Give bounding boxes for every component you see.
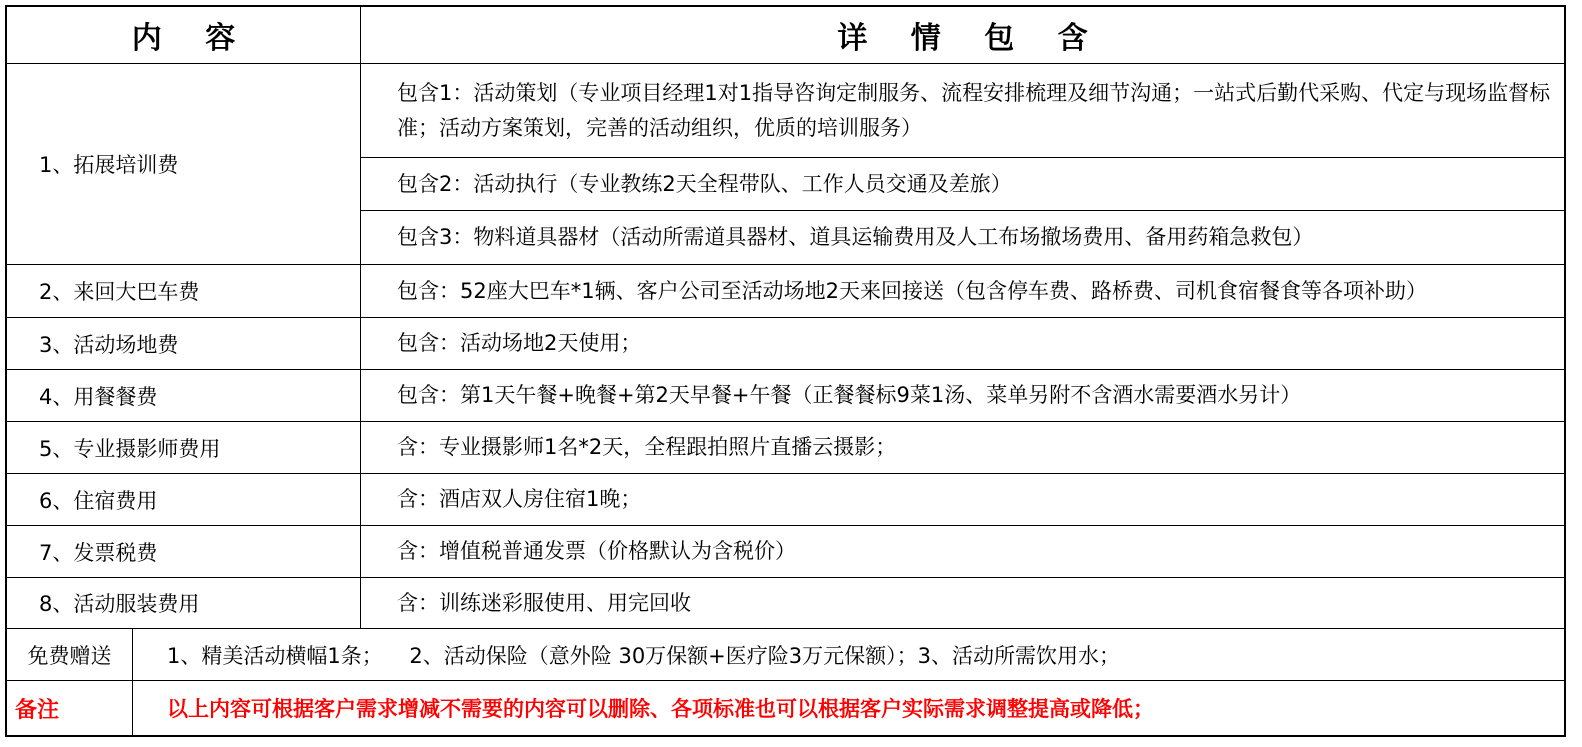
note-text: 以上内容可根据客户需求增减不需要的内容可以删除、各项标准也可以根据客户实际需求调整提高或降低； [167, 697, 1154, 721]
row-detail-7: 含：增值税普通发票（价格默认为含税价） [397, 539, 796, 563]
grid-line [361, 210, 1564, 211]
free-gift-label: 免费赠送 [27, 643, 112, 668]
grid-line [7, 628, 1564, 629]
grid-line [7, 577, 1564, 578]
row-label-4: 4、用餐餐费 [39, 384, 158, 409]
grid-line [7, 525, 1564, 526]
free-gift-text: 1、精美活动横幅1条； 2、活动保险（意外险 30万保额+医疗险3万元保额）；3、活动所需饮用水； [167, 643, 1120, 668]
row-detail-5: 含：专业摄影师1名*2天，全程跟拍照片直播云摄影； [397, 435, 897, 459]
row-detail-2: 包含：52座大巴车*1辆、客户公司至活动场地2天来回接送（包含停车费、路桥费、司机食宿餐食等各项补助） [397, 278, 1427, 303]
grid-line [7, 317, 1564, 318]
row-label-5: 5、专业摄影师费用 [39, 436, 221, 461]
row-detail-6: 含：酒店双人房住宿1晚； [397, 487, 642, 511]
row-label-7: 7、发票税费 [39, 540, 158, 565]
row-label-8: 8、活动服装费用 [39, 592, 200, 616]
grid-line [361, 157, 1564, 158]
grid-line [7, 680, 1564, 681]
package-table [5, 5, 1566, 737]
grid-line [7, 63, 1564, 64]
row-detail-8: 含：训练迷彩服使用、用完回收 [397, 590, 691, 615]
row-label-2: 2、来回大巴车费 [39, 280, 200, 304]
row-label-6: 6、住宿费用 [39, 488, 158, 513]
row-detail-1-1: 包含1：活动策划（专业项目经理1对1指导咨询定制服务、流程安排梳理及细节沟通；一站式后勤代采购、代定与现场监督标准；活动方案策划，完善的活动组织，优质的培训服务） [397, 80, 1551, 140]
grid-line [360, 7, 361, 628]
row-label-1: 1、拓展培训费 [39, 153, 179, 177]
row-detail-1-2: 包含2：活动执行（专业教练2天全程带队、工作人员交通及差旅） [397, 171, 1012, 196]
grid-line [7, 473, 1564, 474]
row-label-3: 3、活动场地费 [39, 332, 179, 357]
header-details: 详 情 包 含 [837, 21, 1105, 56]
row-detail-4: 包含：第1天午餐+晚餐+第2天早餐+午餐（正餐餐标9菜1汤、菜单另附不含酒水需要酒水另计） [397, 383, 1302, 407]
row-detail-3: 包含：活动场地2天使用； [397, 331, 642, 355]
row-detail-1-3: 包含3：物料道具器材（活动所需道具器材、道具运输费用及人工布场撤场费用、备用药箱急救包） [397, 225, 1314, 249]
note-label: 备注 [15, 697, 60, 723]
grid-line [7, 369, 1564, 370]
grid-line [7, 264, 1564, 265]
grid-line [7, 421, 1564, 422]
header-content: 内 容 [131, 21, 252, 56]
grid-line [132, 628, 133, 735]
